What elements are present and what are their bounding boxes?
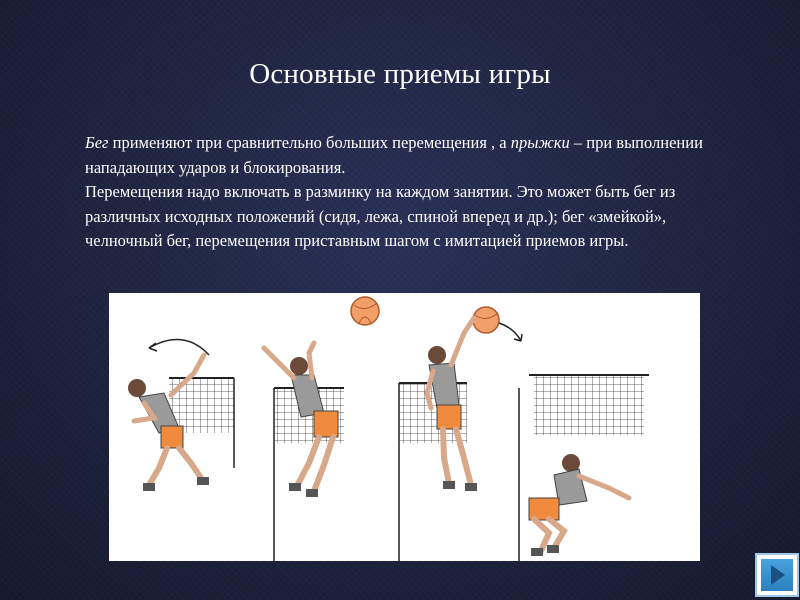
paragraph-movements: Перемещения надо включать в разминку на каждом занятии. Это может быть бег из различных исходных положений (сидя, лежа, спиной вперед и др.); бег «змейкой», челночный бег, перемещения приставным шагом с имитацией приемов игры. <box>85 182 676 250</box>
next-slide-button[interactable] <box>755 553 799 597</box>
slide-title: Основные приемы игры <box>249 58 551 90</box>
figure-jump-takeoff <box>264 297 379 561</box>
figure-approach-swing <box>128 339 234 491</box>
text-run: – при выполнении нападающих ударов и блокирования. <box>85 133 703 177</box>
slide-body <box>85 131 745 254</box>
paragraph-running-jumping <box>85 131 745 180</box>
next-slide-button-face[interactable] <box>761 559 793 591</box>
term-running: Бег <box>85 133 109 152</box>
text-run: применяют при сравнительно больших перемещения , а <box>108 133 511 152</box>
volleyball-illustration <box>109 293 700 561</box>
ball <box>351 297 379 325</box>
ball <box>473 307 499 333</box>
term-jumps: прыжки <box>510 133 570 152</box>
play-triangle-icon <box>761 559 793 591</box>
figure-landing <box>519 375 649 561</box>
figure-spike <box>399 307 522 561</box>
